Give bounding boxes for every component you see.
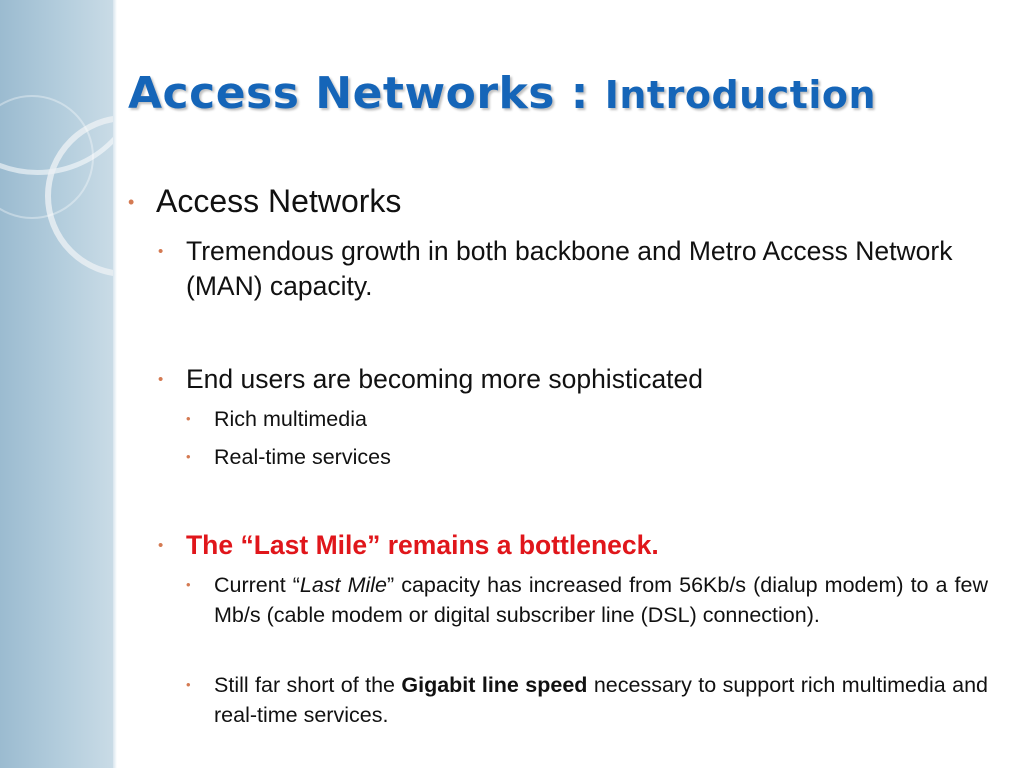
- bullet-icon: •: [186, 677, 191, 692]
- side-band-edge: [113, 0, 117, 768]
- bullet-icon: •: [158, 371, 164, 388]
- text-segment: ” capacity has increased from 56Kb/s (dialup modem) to a few Mb/s (cable modem or digital subscriber line (DSL) connection).: [214, 573, 988, 627]
- bullet-text: Access Networks: [156, 183, 402, 219]
- sub-bullet-last-mile: [158, 528, 978, 563]
- text-segment: Still far short of the: [214, 673, 402, 697]
- list-item-gigabit: [186, 670, 988, 730]
- bullet-text: [214, 670, 988, 730]
- slide-title-part2: Introduction: [604, 73, 877, 117]
- bullet-text: End users are becoming more sophisticated: [186, 364, 704, 394]
- list-item-real-time-services: [186, 442, 988, 472]
- bullet-text: Rich multimedia: [214, 407, 367, 431]
- bold-segment: Gigabit line speed: [401, 673, 588, 697]
- bullet-access-networks: [128, 183, 401, 220]
- bullet-text: [214, 570, 988, 630]
- italic-segment: Last Mile: [299, 573, 387, 597]
- bullet-text: Real-time services: [214, 445, 391, 469]
- bullet-icon: •: [158, 243, 164, 260]
- bullet-text-emphasis: The “Last Mile” remains a bottleneck.: [186, 530, 659, 560]
- slide-title: [128, 68, 876, 119]
- text-segment: necessary to support rich multimedia and real-time services.: [214, 673, 988, 727]
- bullet-icon: •: [186, 577, 191, 592]
- list-item-current-capacity: [186, 570, 988, 630]
- bullet-text: Tremendous growth in both backbone and Metro Access Network (MAN) capacity.: [186, 236, 953, 301]
- sub-bullet-growth: [158, 234, 978, 304]
- side-decoration-band: [0, 0, 113, 768]
- text-segment: Current “: [214, 573, 300, 597]
- sub-bullet-end-users: [158, 362, 978, 397]
- bullet-icon: •: [186, 411, 191, 426]
- list-item-rich-multimedia: [186, 404, 988, 434]
- bullet-icon: •: [186, 449, 191, 464]
- bullet-icon: •: [128, 192, 135, 212]
- bullet-icon: •: [158, 537, 164, 554]
- slide-title-part1: Access Networks :: [128, 68, 589, 119]
